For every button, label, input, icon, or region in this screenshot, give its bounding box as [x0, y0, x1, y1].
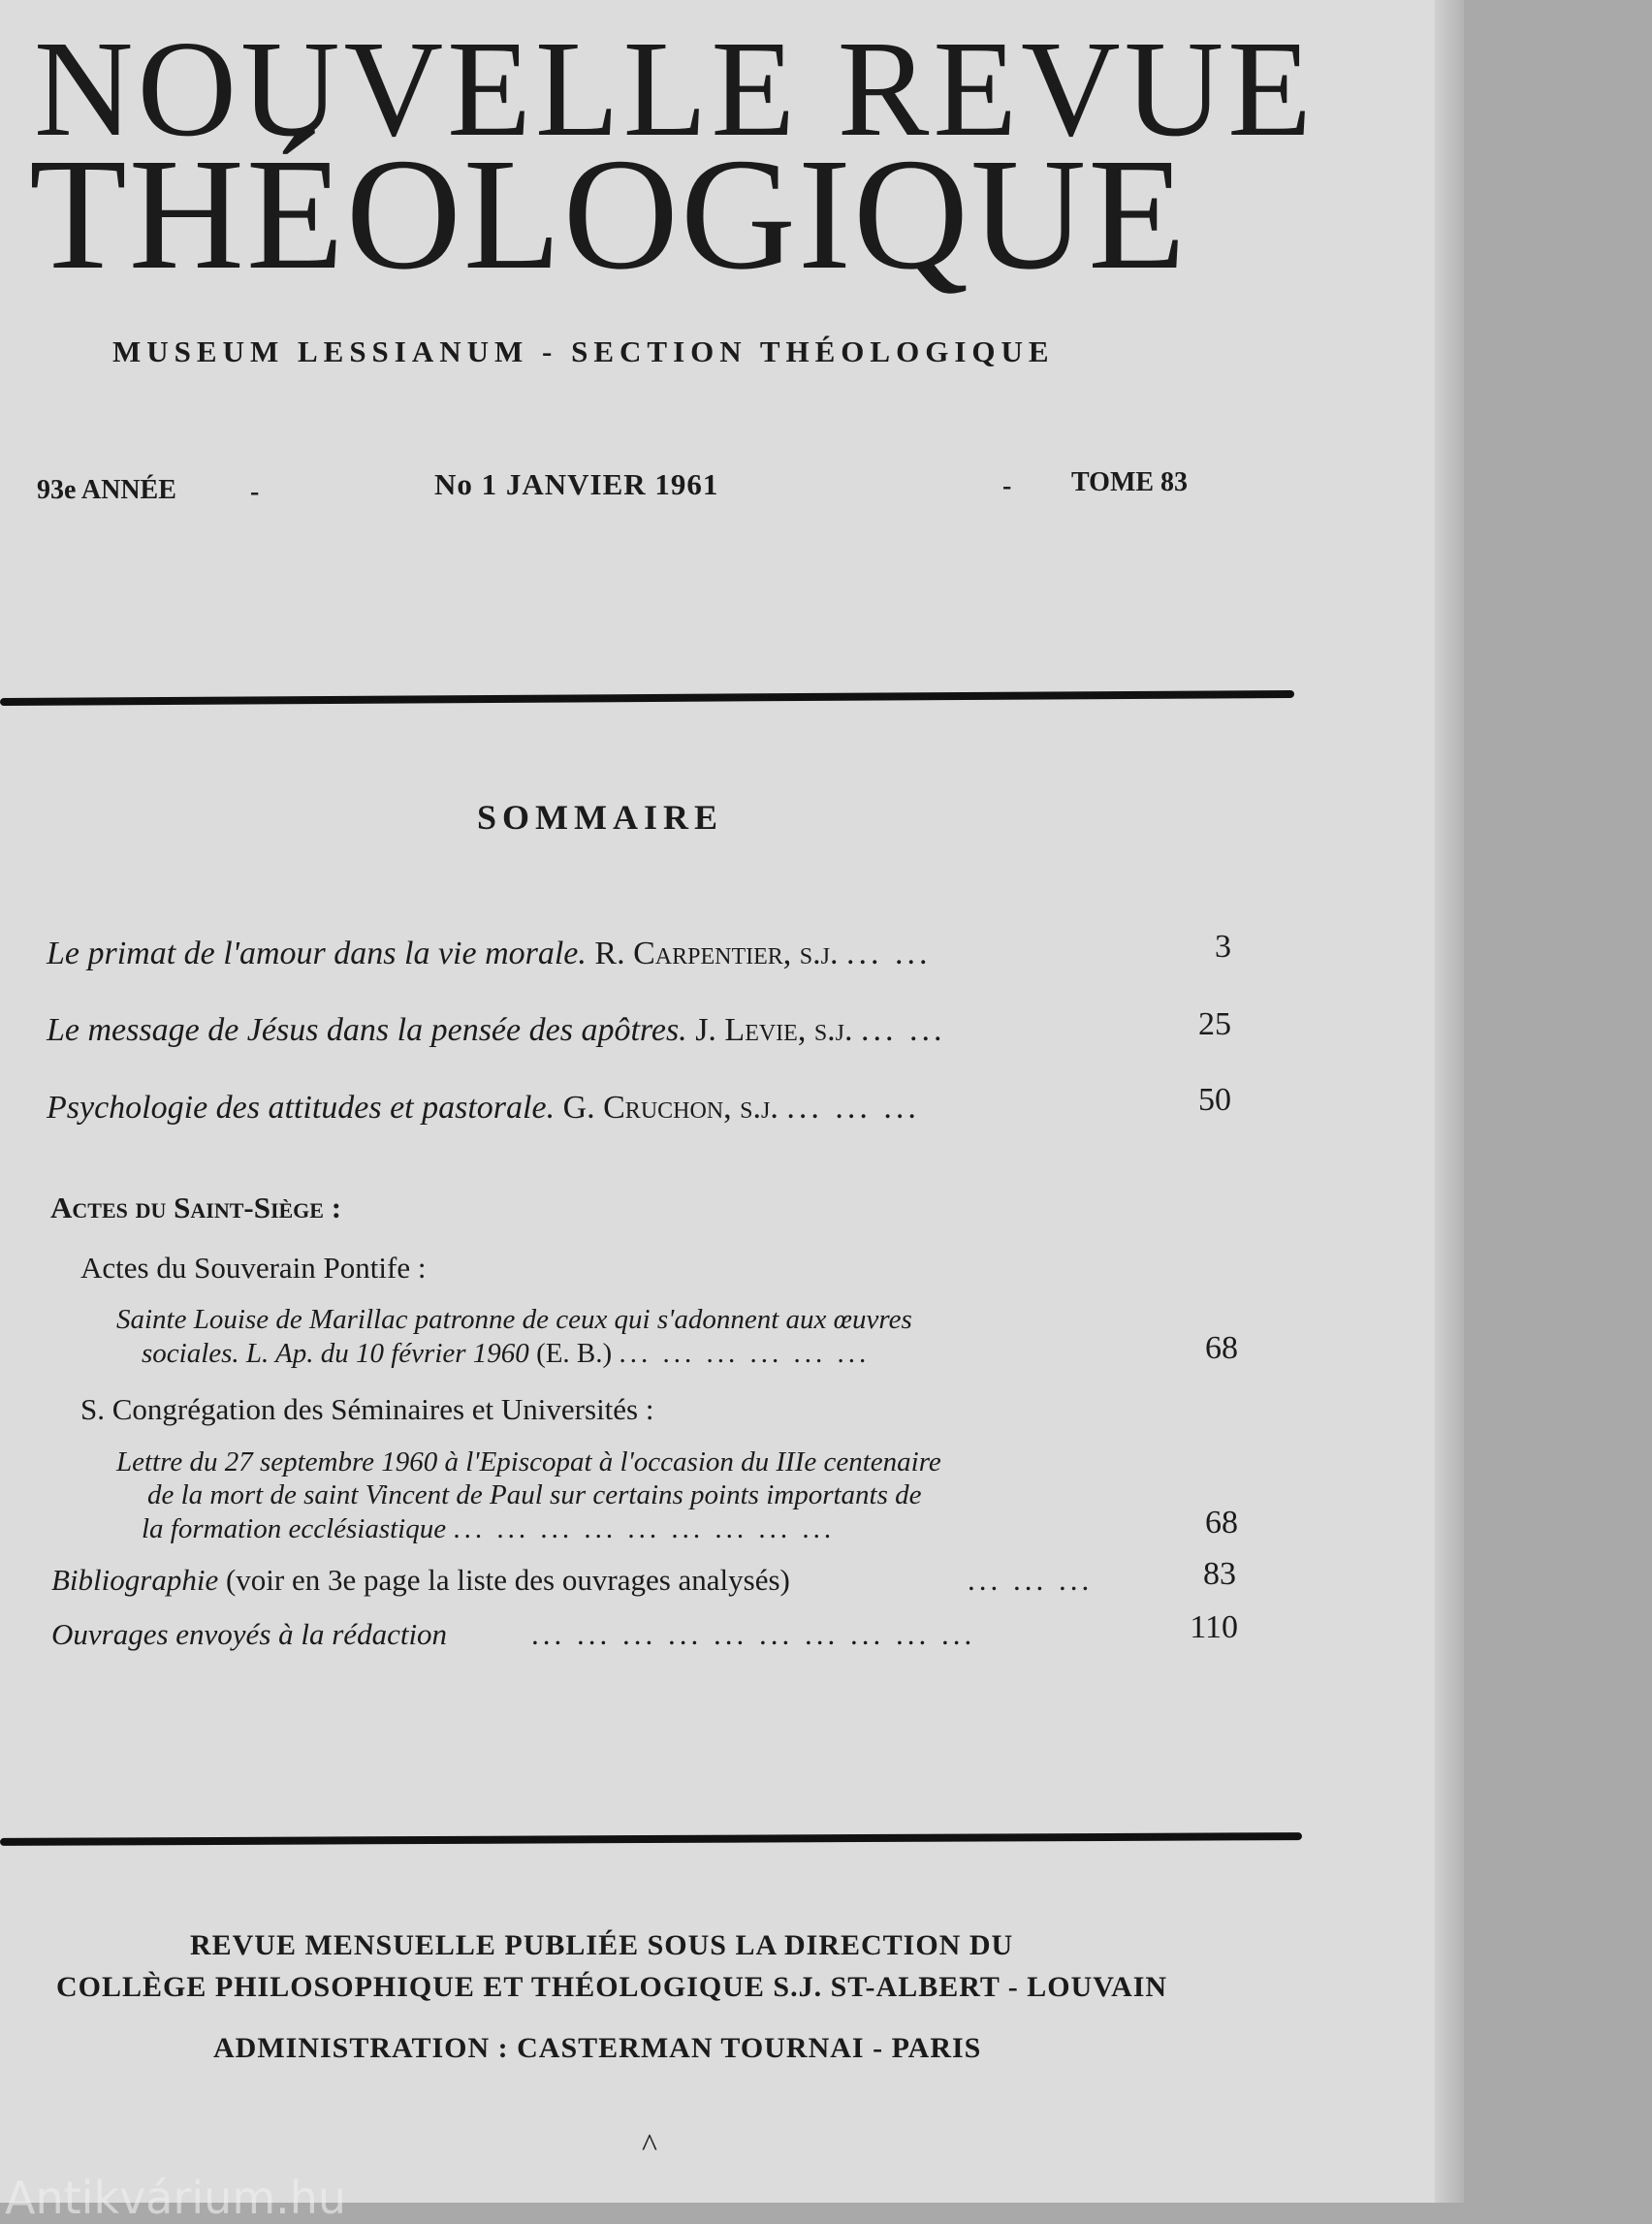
pontiff-heading: Actes du Souverain Pontife : [80, 1251, 427, 1285]
issue-separator-left: - [250, 477, 260, 507]
article-author: J. Levie, s.j. [695, 1012, 853, 1048]
footer-line2: COLLÈGE PHILOSOPHIQUE ET THÉOLOGIQUE S.J. ST-ALBERT - LOUVAIN [56, 1971, 1168, 2003]
masthead-title-line2: THÉOLOGIQUE [29, 125, 1189, 302]
watermark: Antikvárium.hu [5, 2172, 347, 2224]
issue-year: 93e ANNÉE [37, 475, 176, 505]
received-works-page: 110 [1190, 1609, 1238, 1645]
article-page-1: 3 [1215, 929, 1231, 965]
masthead-subtitle: MUSEUM LESSIANUM - SECTION THÉOLOGIQUE [112, 334, 1055, 368]
acts-heading: Actes du Saint-Siège : [50, 1191, 342, 1224]
pontiff-item-text: sociales. L. Ap. du 10 février 1960 [142, 1338, 529, 1369]
article-row-2 [47, 1012, 946, 1049]
footer-line3: ADMINISTRATION : CASTERMAN TOURNAI - PARIS [213, 2032, 982, 2064]
received-works-leaders: ... ... ... ... ... ... ... ... ... ... [531, 1617, 976, 1651]
bibliography-page: 83 [1203, 1556, 1236, 1592]
congregation-item-line2: de la mort de saint Vincent de Paul sur certains points importants de [147, 1479, 922, 1510]
article-leaders: ... ... [845, 936, 932, 971]
article-leaders: ... ... [861, 1012, 946, 1048]
pontiff-item-initials: (E. B.) [536, 1338, 613, 1369]
masthead-title-line1: NOUVELLE REVUE [34, 12, 1316, 165]
printer-mark: ^ [642, 2128, 657, 2164]
issue-separator-right: - [1002, 471, 1012, 501]
top-divider-rule [0, 690, 1294, 706]
pontiff-item-line1: Sainte Louise de Marillac patronne de ceux qui s'adonnent aux œuvres [116, 1304, 912, 1335]
issue-tome: TOME 83 [1071, 467, 1189, 497]
article-title: Le primat de l'amour dans la vie morale. [47, 936, 587, 971]
pontiff-item-page: 68 [1205, 1330, 1238, 1366]
congregation-item-line3 [142, 1511, 835, 1546]
contents-heading: SOMMAIRE [477, 798, 723, 837]
article-author: R. Carpentier, s.j. [594, 936, 839, 971]
congregation-heading: S. Congrégation des Séminaires et Universités : [80, 1392, 654, 1426]
bibliography-leaders: ... ... ... [968, 1563, 1094, 1597]
page-edge-shadow [1435, 0, 1464, 2203]
article-title: Le message de Jésus dans la pensée des apôtres. [47, 1012, 687, 1048]
footer-line1: REVUE MENSUELLE PUBLIÉE SOUS LA DIRECTION DU [190, 1929, 1014, 1961]
pontiff-item-line2 [142, 1336, 870, 1371]
article-author: G. Cruchon, s.j. [562, 1090, 778, 1126]
congregation-item-text: la formation ecclésiastique [142, 1513, 447, 1544]
article-title: Psychologie des attitudes et pastorale. [47, 1090, 556, 1126]
congregation-item-leaders: ... ... ... ... ... ... ... ... ... [453, 1513, 836, 1544]
pontiff-item-leaders: ... ... ... ... ... ... [619, 1338, 871, 1369]
bottom-divider-rule [0, 1832, 1302, 1846]
article-row-3 [47, 1090, 920, 1127]
bibliography-label: Bibliographie [51, 1563, 219, 1597]
article-page-2: 25 [1198, 1006, 1231, 1042]
bibliography-note: (voir en 3e page la liste des ouvrages analysés) [225, 1563, 790, 1597]
congregation-item-line1: Lettre du 27 septembre 1960 à l'Episcopat à l'occasion du IIIe centenaire [116, 1446, 941, 1477]
article-page-3: 50 [1198, 1082, 1231, 1118]
congregation-item-page: 68 [1205, 1505, 1238, 1541]
article-leaders: ... ... ... [786, 1090, 920, 1126]
article-row-1 [47, 936, 931, 972]
bibliography-row [51, 1563, 790, 1598]
received-works-label: Ouvrages envoyés à la rédaction [51, 1617, 448, 1651]
issue-number-date: No 1 JANVIER 1961 [434, 467, 719, 501]
